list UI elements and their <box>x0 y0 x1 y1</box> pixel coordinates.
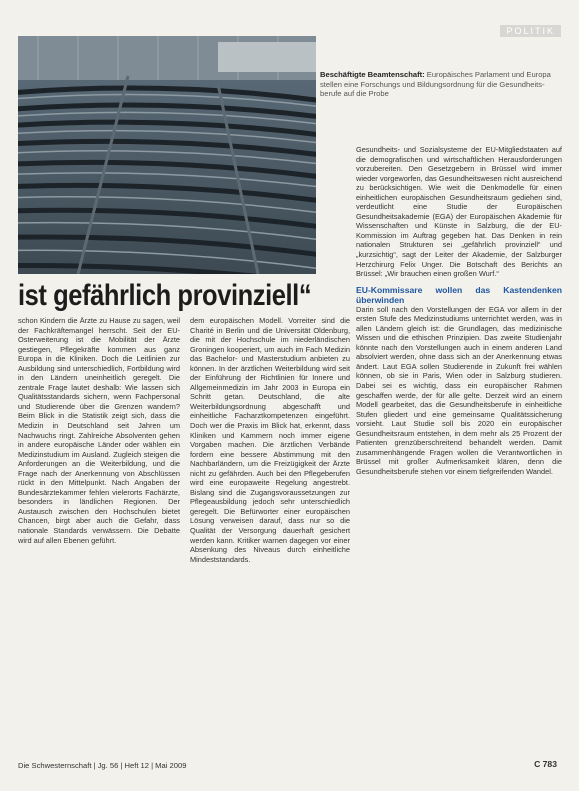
article-column-1 <box>18 316 180 545</box>
article-column-2 <box>190 316 350 564</box>
column-3-text-b: Darin soll nach den Vorstellungen der EGA vor allem in der ersten Stufe des Medizinstudiums unterrichtet werden, was in allen Ländern gleich ist: die Grundlagen, das medizinische Wissen und die ethischen Prinzipien. Das zweite Studienjahr könnte nach den Vorstellungen auch in einem anderen Land absolviert werden, ohne dass sich an der Anerkennung etwas ändert. Laut EGA sollen Studierende in Zukunft frei wählen können, ob sie in Paris, Wien oder in Salzburg studieren. Dabei sei es wichtig, dass ein europäischer Rahmen geschaffen werde, der für alle gelte. Derzeit wird an einem Modell gearbeitet, das die Gesundheitsberufe in einheitliche Stufen gliedert und eine gemeinsame Qualitätssicherung vorsieht. Laut Studie soll bis 2020 ein europäischer Gesundheitsraum entstehen, in dem mehr als 25 Prozent der Patienten grenzüberschreitend behandelt werden. Damit zusammenhängende Fragen wollen die Verantwortlichen in Brüssel mit großer Aufmerksamkeit klären, denn die Gesundheitsberufe stehen vor einem tiefgreifenden Wandel. <box>356 304 562 476</box>
footer-page-number: C 783 <box>534 759 557 769</box>
subheading: EU-Kommissare wollen das Kastendenken überwinden <box>356 284 562 305</box>
column-2-text: dem europäischen Modell. Vorreiter sind die Charité in Berlin und die Universität Oldenburg, die mit der Hochschule im niederländischen Groningen kooperiert, um auch im Fach Medizin das Bachelor- und Masterstudium anbieten zu können. In der ärztlichen Weiterbildung wird seit der Einführung der Richtlinien für Innere und Allgemeinmedizin im Jahr 2003 in Europa ein Schritt getan. Deutschland, die alte Weiterbildungsordnung abgeschafft und einheitliche Facharztkompetenzen eingeführt. Doch wer die Praxis im Blick hat, erkennt, dass Kliniken und Kammern noch immer eigene Vorgaben machen. Die ärztlichen Verbände fordern eine bessere Abstimmung mit den Nachbarländern, um die Freizügigkeit der Ärzte nicht zu gefährden. Auch bei den Pflegeberufen wird eine europaweite Regelung angestrebt. Bislang sind die Zugangsvoraussetzungen zur Pflegeausbildung jedoch sehr unterschiedlich geregelt. Die Befürworter einer europäischen Lösung verweisen darauf, dass nur so die Qualität der Versorgung dauerhaft gesichert werden kann. Kritiker warnen dagegen vor einer Absenkung des Niveaus durch einheitliche Mindeststandards. <box>190 316 350 564</box>
caption-bold: Beschäftigte Beamtenschaft: <box>320 70 427 79</box>
section-label: POLITIK <box>500 25 561 37</box>
column-1-text: schon Kindern die Ärzte zu Hause zu sagen, weil der Fachkräftemangel herrscht. Seit der EU-Osterweiterung ist die Mobilität der Ärzte gestiegen, Pflegekräfte kommen aus ganz Europa in die Kliniken. Doch die Leitlinien zur Ausbildung sind unterschiedlich, Fortbildung wird in den Ländern uneinheitlich geregelt. Die zentrale Frage lautet deshalb: Wie lassen sich Qualitätsstandards sichern, wenn Fachpersonal und Studierende über die Grenzen wandern? Beim Blick in die Statistik zeigt sich, dass die Medizin in Deutschland seit Jahren um Nachwuchs ringt. Zahlreiche Absolventen gehen in andere europäische Länder oder wählen ein Medizinstudium im Ausland. Zugleich steigen die Anforderungen an die Weiterbildung, und die Frage nach der Anerkennung von Abschlüssen rückt in den Mittelpunkt. Nach Angaben der Bundesärztekammer fehlen vielerorts Fachärzte, besonders in ländlichen Regionen. Der Austausch zwischen den Hochschulen bietet Chancen, birgt aber auch die Gefahr, dass nationale Standards verwässern. Die Debatte wird auf allen Ebenen geführt. <box>18 316 180 545</box>
article-column-3 <box>356 145 562 477</box>
photo-caption <box>320 70 560 99</box>
headline: ist gefährlich provinziell“ <box>18 279 312 312</box>
column-3-text-a: Gesundheits- und Sozialsysteme der EU-Mitgliedstaaten auf die demografischen und wirtschaftlichen Herausforderungen vorzubereiten. Den Gesetzgebern in Brüssel wird immer wieder vorgeworfen, das Gesundheitswesen nicht ausreichend zu berücksichtigen. Wie weit die Denkmodelle für einen einheitlichen europäischen Gesundheitsraum gediehen sind, verdeutlicht eine Studie der Europäischen Gesundheitsakademie (EGA) der Europäischen Akademie für Wissenschaften und Künste in Salzburg, die der EU-Kommission im Auftrag gegeben hat. Das Denken in rein nationalen Strukturen sei „gefährlich provinziell“ und „kurzsichtig“, sagt der Leiter der Akademie, der Salzburger Herzchirurg Felix Unger. Die Botschaft des Berichts an Brüssel: „Wir brauchen einen großen Wurf.“ <box>356 145 562 279</box>
caption-text: Europäisches Parlament und Europa stellen eine Forschungs und Bildungsordnung für die Gesundheitsberufe auf die Probe <box>320 70 551 99</box>
footer-publication: Die Schwesternschaft | Jg. 56 | Heft 12 | Mai 2009 <box>18 761 187 770</box>
parliament-photo <box>18 36 316 274</box>
